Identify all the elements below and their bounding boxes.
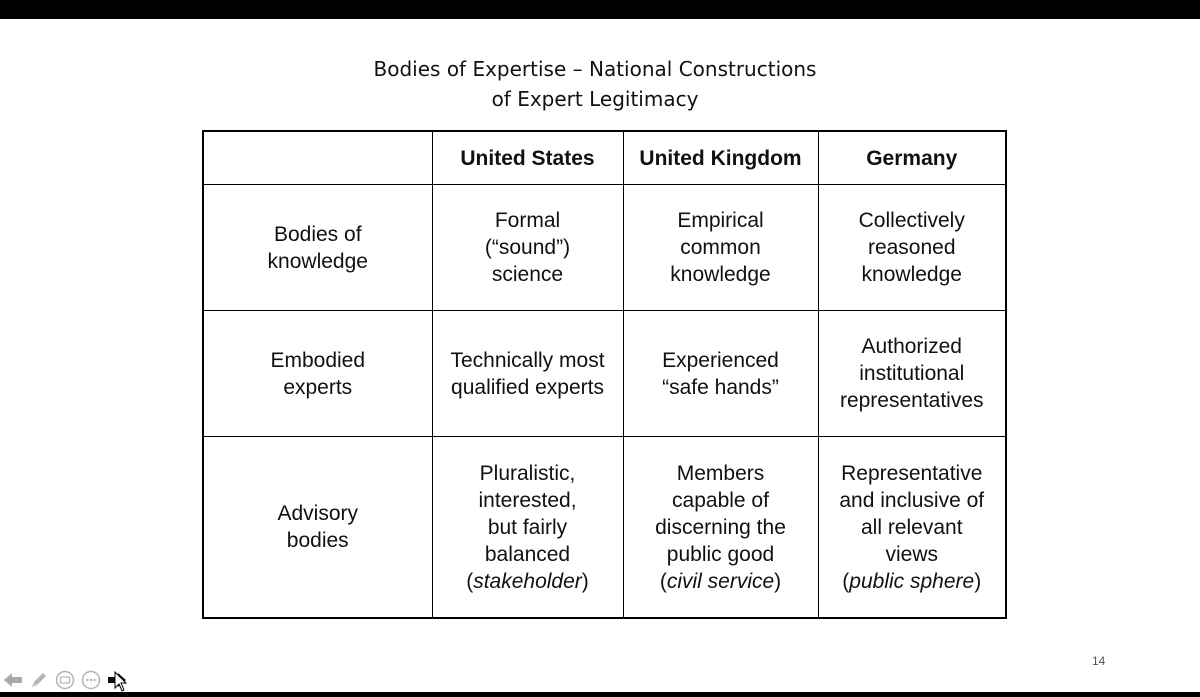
more-icon <box>81 670 101 690</box>
cell-line: qualified experts <box>451 375 604 399</box>
cell-line: Authorized <box>861 335 962 358</box>
cell-uk-bodies-of-knowledge <box>623 185 818 311</box>
row-label-line: bodies <box>286 529 349 552</box>
header-united-states: United States <box>432 131 623 185</box>
top-black-bar <box>0 0 1200 19</box>
cell-line: “safe hands” <box>662 375 779 399</box>
table-row-bodies-of-knowledge <box>203 185 1006 311</box>
cell-de-advisory-bodies <box>818 437 1006 619</box>
cell-line: capable of <box>672 488 769 512</box>
slide-page-number: 14 <box>1092 654 1106 668</box>
more-options-button[interactable] <box>80 669 102 691</box>
cell-line: Technically most <box>450 348 605 372</box>
slides-button[interactable] <box>54 669 76 691</box>
cell-line: (“sound”) <box>484 236 571 259</box>
cell-line: discerning the <box>655 515 786 539</box>
row-label-embodied-experts <box>203 311 432 437</box>
cell-line: Collectively <box>858 209 965 232</box>
cell-uk-embodied-experts <box>623 311 818 437</box>
cell-line: but fairly <box>487 515 568 539</box>
cell-line: Formal <box>494 209 561 232</box>
cell-note-line: (stakeholder) <box>466 569 589 593</box>
italic-note-public-sphere: public sphere <box>849 569 975 593</box>
pen-icon <box>29 670 49 690</box>
cell-line: science <box>491 263 564 286</box>
table-row-embodied-experts <box>203 311 1006 437</box>
row-label-line: Advisory <box>277 502 359 525</box>
cell-line: balanced <box>484 542 571 566</box>
cell-line: and inclusive of <box>839 488 985 512</box>
cell-note-line: (civil service) <box>659 569 782 593</box>
slideshow-toolbar <box>2 667 128 693</box>
slide-title-line-1: Bodies of Expertise – National Constructions <box>373 57 817 81</box>
pen-button[interactable] <box>28 669 50 691</box>
comparison-table <box>202 130 1007 619</box>
cell-line: views <box>885 542 938 566</box>
italic-note-stakeholder: stakeholder <box>473 569 582 593</box>
row-label-line: Embodied <box>270 348 366 372</box>
slides-icon <box>55 670 75 690</box>
cell-line: public good <box>666 542 775 566</box>
cell-line: Pluralistic, <box>479 461 576 485</box>
cell-line: institutional <box>859 362 965 385</box>
header-empty-cell <box>203 131 432 185</box>
slide-title-line-2: of Expert Legitimacy <box>491 87 699 111</box>
cell-line: Members <box>676 461 765 485</box>
back-arrow-icon <box>3 672 23 688</box>
back-arrow-button[interactable] <box>2 669 24 691</box>
table-header-row <box>203 131 1006 185</box>
cell-line: Representative <box>841 461 983 485</box>
bottom-black-bar <box>0 692 1200 697</box>
cell-line: Experienced <box>662 348 779 372</box>
cell-note-line: (public sphere) <box>842 569 982 593</box>
cell-line: all relevant <box>860 515 963 539</box>
cell-us-advisory-bodies <box>432 437 623 619</box>
slide-title <box>0 54 1190 114</box>
row-label-bodies-of-knowledge <box>203 185 432 311</box>
cell-uk-advisory-bodies <box>623 437 818 619</box>
cell-line: interested, <box>478 488 577 512</box>
table-row-advisory-bodies <box>203 437 1006 619</box>
header-united-kingdom: United Kingdom <box>623 131 818 185</box>
header-germany: Germany <box>818 131 1006 185</box>
cell-line: knowledge <box>861 263 962 286</box>
row-label-line: Bodies of <box>273 222 362 246</box>
italic-note-civil-service: civil service <box>666 569 775 593</box>
cell-de-bodies-of-knowledge <box>818 185 1006 311</box>
row-label-line: knowledge <box>267 249 368 273</box>
row-label-line: experts <box>283 375 353 399</box>
mouse-cursor-icon <box>114 671 128 693</box>
cell-line: knowledge <box>670 263 771 286</box>
cell-us-embodied-experts <box>432 311 623 437</box>
row-label-advisory-bodies <box>203 437 432 619</box>
cell-line: representatives <box>839 389 984 412</box>
cell-line: reasoned <box>867 236 956 259</box>
cell-de-embodied-experts <box>818 311 1006 437</box>
cell-line: Empirical <box>677 209 764 232</box>
cell-line: common <box>680 236 761 259</box>
cell-us-bodies-of-knowledge <box>432 185 623 311</box>
